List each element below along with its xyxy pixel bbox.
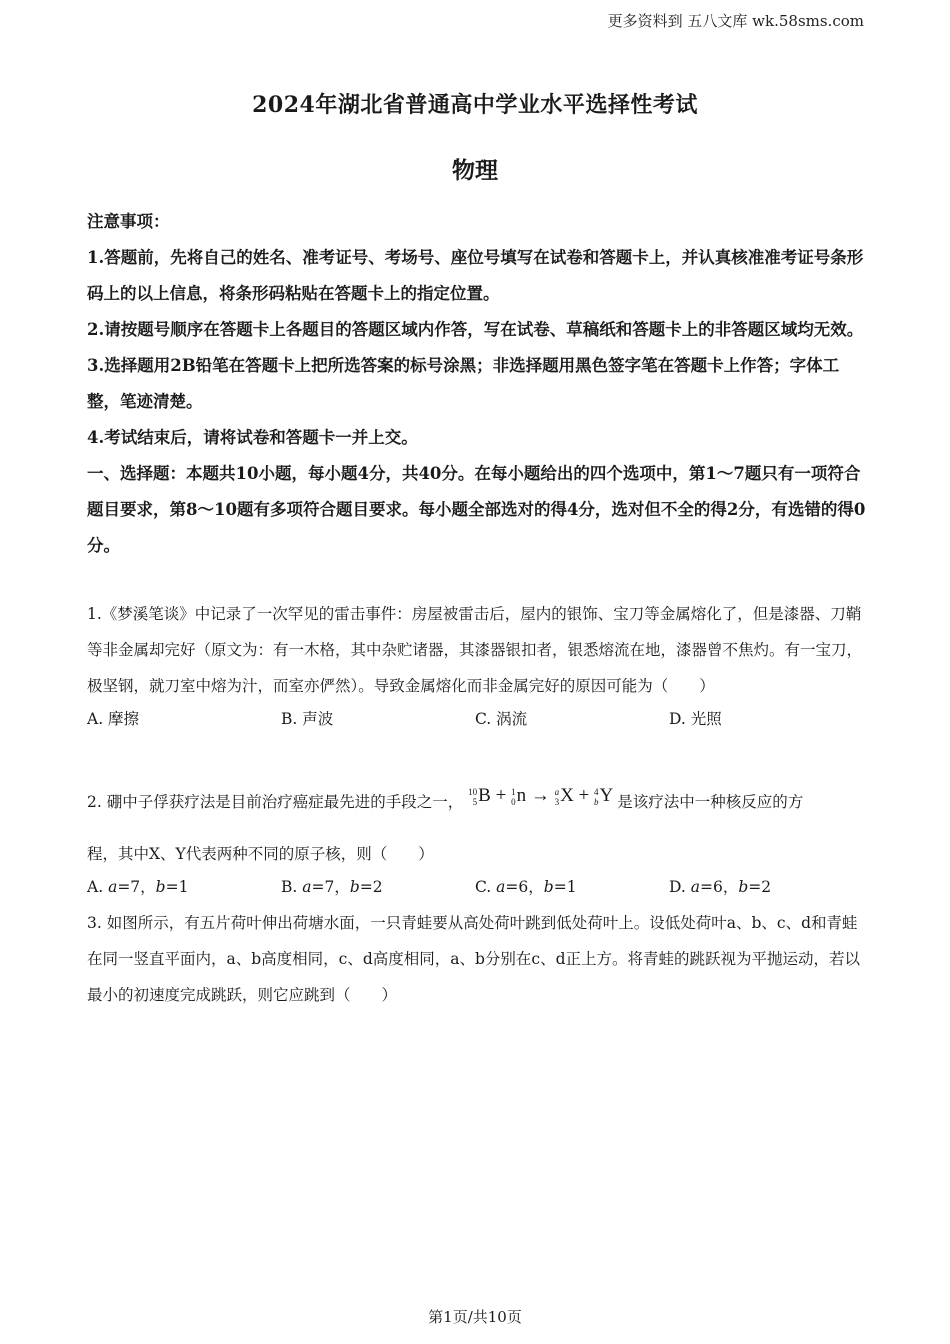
plus-1: + bbox=[495, 785, 507, 806]
q3-stem: 3. 如图所示，有五片荷叶伸出荷塘水面，一只青蛙要从高处荷叶跳到低处荷叶上。设低处荷叶a、b、c、d和青蛙在同一竖直平面内，a、b高度相同，c、d高度相同，a、b分别在c、d正上方。将青蛙的跳跃视为平抛运动，若以最小的初速度完成跳跃，则它应跳到（ ） bbox=[87, 914, 861, 1004]
n-mass: 1 bbox=[511, 786, 516, 797]
nuclear-equation bbox=[468, 785, 617, 806]
notice-item: 4.考试结束后，请将试卷和答题卡一并上交。 bbox=[87, 428, 418, 447]
question-2 bbox=[87, 782, 867, 902]
q2-option-a: A. a=7，b=1 bbox=[87, 878, 189, 896]
header-source: 更多资料到 五八文库 wk.58sms.com bbox=[607, 12, 864, 30]
q1-stem: 1.《梦溪笔谈》中记录了一次罕见的雷击事件：房屋被雷击后，屋内的银饰、宝刀等金属熔化了，但是漆器、刀鞘等非金属却完好（原文为：有一木格，其中杂贮诸器，其漆器银扣者，银悉熔流在地，漆器曾不焦灼。有一宝刀，极坚钢，就刀室中熔为汁，而室亦俨然）。导致金属熔化而非金属完好的原因可能为（ ） bbox=[87, 605, 863, 695]
notice bbox=[87, 204, 867, 564]
q1-option-c: C. 涡流 bbox=[475, 710, 528, 728]
b-mass: 10 bbox=[468, 786, 478, 797]
question-3 bbox=[87, 905, 867, 1013]
x-mass: a bbox=[554, 786, 560, 797]
page-number: 第1页/共10页 bbox=[428, 1308, 522, 1326]
section-1-heading: 一、选择题：本题共10小题，每小题4分，共40分。在每小题给出的四个选项中，第1～7题只有一项符合题目要求，第8～10题有多项符合题目要求。每小题全部选对的得4分，选对但不全的得2分，有选错的得0分。 bbox=[87, 464, 866, 555]
x-symbol: X bbox=[560, 785, 574, 806]
q2-stem-a: 2. 硼中子俘获疗法是目前治疗癌症最先进的手段之一， bbox=[87, 793, 464, 811]
q2-stem-line1 bbox=[87, 782, 867, 822]
b-num: 5 bbox=[472, 796, 478, 807]
q2-option-d: D. a=6，b=2 bbox=[669, 878, 772, 896]
exam-title: 2024年湖北省普通高中学业水平选择性考试 bbox=[252, 92, 698, 118]
question-1 bbox=[87, 596, 867, 734]
notice-item: 1.答题前，先将自己的姓名、准考证号、考场号、座位号填写在试卷和答题卡上，并认真核准准考证号条形码上的以上信息，将条形码粘贴在答题卡上的指定位置。 bbox=[87, 248, 864, 303]
n-num: 0 bbox=[511, 796, 516, 807]
q2-option-b: B. a=7，b=2 bbox=[281, 878, 383, 896]
q2-option-c: C. a=6，b=1 bbox=[475, 878, 577, 896]
arrow: → bbox=[530, 785, 550, 806]
q1-option-b: B. 声波 bbox=[281, 710, 334, 728]
q2-options bbox=[87, 872, 867, 902]
q2-stem-b: 是该疗法中一种核反应的方 bbox=[617, 793, 804, 811]
y-symbol: Y bbox=[599, 785, 613, 806]
plus-2: + bbox=[578, 785, 590, 806]
q1-options bbox=[87, 704, 867, 734]
notice-item: 2.请按题号顺序在答题卡上各题目的答题区域内作答，写在试卷、草稿纸和答题卡上的非答题区域均无效。 bbox=[87, 320, 864, 339]
q1-option-a: A. 摩擦 bbox=[87, 710, 140, 728]
y-num: b bbox=[594, 796, 599, 807]
notice-heading: 注意事项： bbox=[87, 212, 170, 231]
b-symbol: B bbox=[478, 785, 491, 806]
q2-stem-c: 程，其中X、Y代表两种不同的原子核，则（ ） bbox=[87, 845, 434, 863]
notice-item: 3.选择题用2B铅笔在答题卡上把所选答案的标号涂黑；非选择题用黑色签字笔在答题卡上作答；字体工整，笔迹清楚。 bbox=[87, 356, 840, 411]
y-mass: 4 bbox=[594, 786, 599, 797]
n-symbol: n bbox=[516, 785, 527, 806]
q1-option-d: D. 光照 bbox=[669, 710, 722, 728]
x-num: 3 bbox=[554, 796, 560, 807]
subject-title: 物理 bbox=[452, 157, 498, 184]
